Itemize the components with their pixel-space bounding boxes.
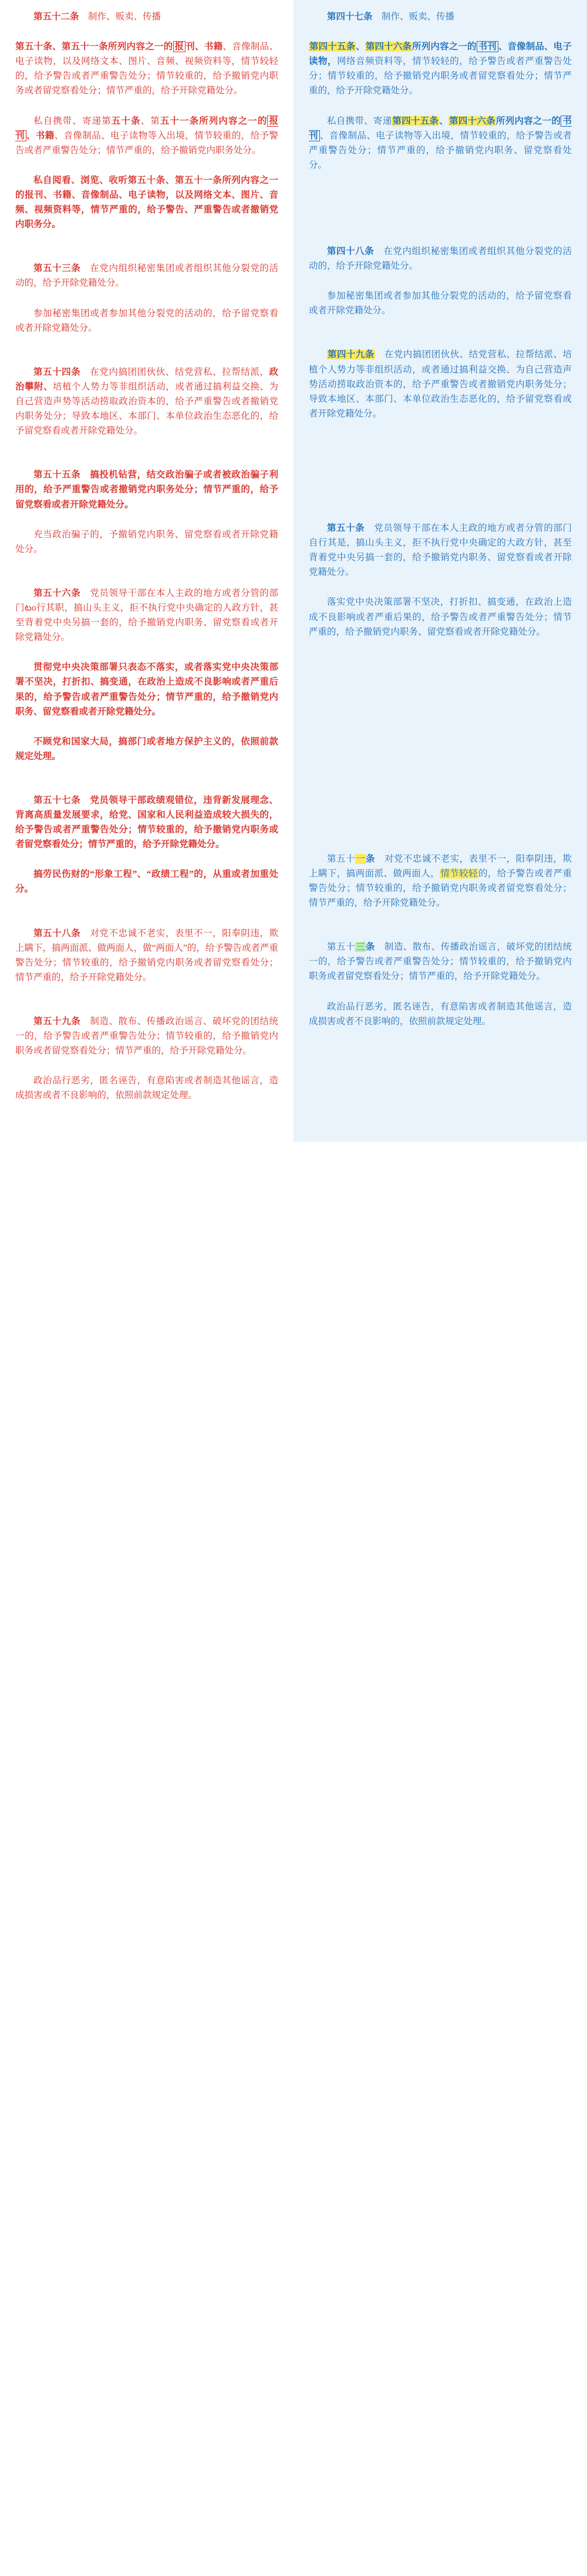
paragraph — [309, 114, 572, 172]
paragraph — [309, 9, 572, 24]
boxed-term: 书刊 — [477, 41, 498, 52]
text-run: 对党不忠诚不老实，表里不一，阳奉阴违，欺上瞒下，搞两面派、做两面人， — [309, 853, 572, 879]
text-run: 制造、散布、传播政治谣言、破坏党的团结统一的，给予警告或者严重警告处分；情节较重的，给予撤销党内职务或者留党察看处分；情节严重的，给予开除党籍处分。 — [15, 1016, 278, 1056]
text-run: 私自携带、寄递 — [327, 116, 392, 126]
text-run: 第五十九条 — [33, 1016, 81, 1027]
text-run: 充当政治骗子的，予撤销党内职务、留党察看或者开除党籍处分。 — [15, 529, 278, 554]
paragraph — [15, 926, 278, 985]
paragraph — [309, 521, 572, 579]
text-run: 贯彻党中央决策部署只表态不落实，或者 — [33, 662, 204, 673]
text-run: 制作、贩卖、传播 — [372, 12, 455, 22]
text-run: 私自携带、寄递第 — [33, 116, 112, 126]
text-run: 第五十五条 — [33, 470, 81, 480]
text-run: 第五十四条 — [33, 367, 81, 377]
highlighted-term: 第四十九条 — [328, 350, 375, 360]
paragraph — [309, 999, 572, 1029]
paragraph — [15, 1014, 278, 1058]
text-run: 不顾党和国家大局，搞部门或者地方保护主义的，依照前款规定处理。 — [15, 736, 278, 761]
text-run: 政治品行恶劣，匿名诬告，有意陷害或者制造其他谣言，造成损害或者不良影响的，依照前款规定处理。 — [15, 1076, 278, 1101]
text-run: 党员领导干部政绩观错位，违背新发展理念、背离高质量发展要求，给党、国家和人民利益造成较大损失的，给予警告或者严重警告处分；情节较重的，给予撤销党内职务或者留党察看处分；情节严重的，给予开除党籍处分。 — [15, 795, 278, 850]
paragraph-spacer — [15, 912, 278, 926]
text-run: 制造、散布、传播政治谣言，破坏党的团结统一的，给予警告或者严重警告处分；情节较重的，给予撤销党内职务或者留党察看处分；情节严重的，给予开除党籍处分。 — [309, 942, 572, 982]
text-run: 第四十七条 — [327, 12, 373, 22]
paragraph — [309, 244, 572, 273]
text-run: 、 — [43, 381, 53, 392]
paragraph-spacer — [15, 351, 278, 365]
text-run: 条 — [365, 942, 375, 953]
paragraph — [15, 306, 278, 335]
text-run: 制作、贩卖、传播 — [79, 12, 161, 22]
text-run: 条 — [365, 853, 375, 864]
paragraph-spacer — [309, 926, 572, 940]
paragraph — [309, 39, 572, 98]
paragraph-spacer — [309, 333, 572, 347]
paragraph-spacer — [15, 572, 278, 586]
paragraph — [15, 467, 278, 511]
text-run: 第五十二条 — [33, 12, 79, 22]
text-run: 政治攀附 — [15, 367, 278, 392]
text-run: 所列内容之一的 — [199, 116, 268, 126]
text-run: 参加秘密集团或者参加其他分裂党的活动的，给予留党察看或者开除党籍处分。 — [309, 291, 572, 316]
highlighted-term: 第四十五条 — [309, 42, 356, 52]
text-run: 在党内搞团团伙伙、结党营私、拉帮结派， — [80, 367, 269, 377]
right-column-original — [294, 0, 587, 1142]
highlighted-term: 情节较轻 — [440, 868, 478, 879]
paragraph — [15, 261, 278, 290]
text-run: 书籍 — [204, 42, 223, 52]
paragraph-spacer — [15, 1000, 278, 1014]
paragraph — [15, 660, 278, 718]
paragraph-spacer — [15, 247, 278, 261]
text-run: 、音像制品、电子读物，以及网络文本、图片、音频、视频资料等，情节较轻的，给予警告或者严重警告处分；情节较重的，给予撤销党内职务或者留党察看处分；情节严重的，给予开除党籍处分。 — [15, 42, 278, 96]
paragraph — [15, 114, 278, 158]
text-run: 参加秘密集团或者参加其他分裂党的活动的，给予留党察看或者开除党籍处分。 — [15, 308, 278, 333]
text-run: 党员领导干部在本人主政的地方或者分管的部门自行其是，搞山头主义，拒不执行党中央确定的大政方针，甚至背着党中央另搞一套的，给予撤销党内职务、留党察看或者开除党籍处分。 — [309, 523, 572, 578]
paragraph-spacer — [309, 711, 572, 767]
text-run: 搞投机钻营，结交政治骗子或者被政治骗子利用的，给予严重警告或者撤销党内职务处分；情节严重的，给予留党察看或者开除党籍处分。 — [15, 470, 278, 510]
text-run: 、 — [26, 130, 36, 141]
paragraph — [15, 39, 278, 98]
text-run: 对党不忠诚不老实，表里不一，阳奉阴违，欺上瞒下，搞两面派、做两面人，做“两面人”的，给予警告或者严重警告处分；情节较重的，给予撤销党内职务或者留党察看处分；情节严重的，给予开除党籍处分。 — [15, 928, 278, 982]
text-run: 第五十条、第五十一条所列内容之一的 — [15, 42, 173, 52]
paragraph-spacer — [309, 823, 572, 852]
text-run: 的，给予警告或者严重警告处分；情节较重的，给予撤销党内职务或者留党察看处分；情节严重的，给予开除党籍处分。 — [309, 868, 572, 909]
text-run: 私自阅看、浏览、收听第五十条、第五十一条所列内容之一的报刊、书籍、音像制品、电子读物，以及网络文本、图片、音频、视频资料等，情节严重的，给予警告、严重警告或者撤销党内职务分。 — [15, 175, 278, 230]
text-run: 书籍 — [35, 130, 55, 141]
highlighted-term: 一 — [355, 853, 365, 864]
text-run: 所列内容之一的 — [496, 116, 561, 126]
text-run: 刊、 — [185, 42, 204, 52]
text-run: 第五十八条 — [33, 928, 81, 938]
text-run: 第四十八条 — [327, 246, 375, 256]
paragraph — [15, 9, 278, 24]
left-column-revised — [0, 0, 294, 1142]
paragraph-spacer — [15, 453, 278, 467]
boxed-term: 报 — [173, 41, 186, 52]
text-run: 网络音频资料等，情节较轻的，给予警告或者严重警告处分；情节较重的，给予撤销党内职务或者留党察看处分；情节严重的，给予开除党籍处分。 — [309, 56, 572, 96]
text-run: 第五十七条 — [33, 795, 81, 805]
paragraph — [15, 365, 278, 439]
highlighted-term: 第四十六条 — [365, 42, 412, 52]
text-run: 第五十三条 — [33, 263, 81, 274]
paragraph — [309, 289, 572, 318]
text-run: 、音像制品、电子读物等入出境，情节较重的，给予警告或者严重警告处分；情节严重的，给予撤销党内职务、留党察看处分。 — [309, 130, 572, 170]
boxed-term: 书刊 — [309, 116, 572, 141]
text-run: 、 — [439, 116, 449, 126]
two-column-comparison — [0, 0, 587, 1142]
text-run: 政治品行恶劣，匿名诬告，有意陷害或者制造其他谣言，造成损害或者不良影响的，依照前款规定处理。 — [309, 1001, 572, 1026]
text-run: 第五十条 — [327, 523, 365, 533]
text-run: 五十条 — [111, 116, 141, 126]
text-run: 第五十六条 — [33, 588, 81, 598]
paragraph-spacer — [309, 493, 572, 521]
paragraph — [15, 527, 278, 557]
paragraph — [15, 1073, 278, 1103]
paragraph — [15, 734, 278, 764]
text-run: 培植个人势力等非组织活动，或者通过搞利益交换、为自己营造声势等活动捞取政治资本的，给予严重警告或者撤销党内职务处分；导致本地区、本部门、本单位政治生态恶化的，给予留党察看或者开除党籍处分。 — [15, 381, 278, 436]
paragraph-spacer — [309, 188, 572, 244]
paragraph — [309, 852, 572, 910]
text-run: 、第 — [140, 116, 160, 126]
paragraph — [15, 173, 278, 232]
text-run: 落实党中央决策部署不坚决，打折扣、搞变通，在政治上造成不良影响或者严重后果的，给予警告或者严重警告处分；情节严重的，给予撤销党内职务、留党察看或者开除党籍处分。 — [309, 597, 572, 637]
text-run: 在党内搞团团伙伙、结党营私、拉帮结派、培植个人势力等非组织活动，或者通过搞利益交换、为自己营造声势活动捞取政治资本的，给予严重警告或者撤销党内职务处分；导致本地区、本部门、本单位政治生态恶化的，给予留党察看或者开除党籍处分。 — [309, 350, 572, 419]
paragraph-spacer — [15, 779, 278, 793]
text-run: 第五十 — [327, 942, 355, 953]
paragraph — [309, 347, 572, 421]
text-run: 、音像制品、电子读物等入出境，情节较重的，给予警告或者严重警告处分；情节严重的，给予撤销党内职务处分。 — [15, 130, 278, 155]
paragraph — [309, 595, 572, 639]
paragraph-spacer — [309, 436, 572, 493]
paragraph — [15, 586, 278, 645]
paragraph — [15, 793, 278, 852]
paragraph-spacer — [309, 655, 572, 711]
highlighted-term: 第四十五条 — [392, 116, 439, 126]
highlighted-term: 第四十六条 — [449, 116, 495, 126]
paragraph-spacer — [309, 767, 572, 823]
text-run: 第五十 — [327, 853, 355, 864]
text-run: 在党内组织秘密集团或者组织其他分裂党的活动的，给予开除党籍处分。 — [15, 263, 278, 289]
paragraph — [309, 940, 572, 984]
text-run: 在党内组织秘密集团或者组织其他分裂党的活动的，给予开除党籍处分。 — [309, 246, 572, 272]
text-run: 、 — [356, 42, 365, 52]
boxed-term: 报刊 — [15, 116, 278, 141]
text-run: 所列内容之一的 — [412, 42, 477, 52]
text-run: 搞劳民伤财的“形象工程”、“政绩工程”的，从重或者加重处分。 — [15, 869, 278, 894]
highlighted-term: 三 — [355, 942, 365, 953]
text-run: 党员领导干部在本人主政的地方或者分管的部门టo行其职，搞山头主义，拒不执行党中央确定的人政方针，甚至背着党中央另搞一套的，给予撤销党内职务、留党察看或者开除党籍处分。 — [15, 588, 278, 643]
text-run: 、音像制品、电子读物， — [309, 42, 572, 67]
paragraph — [15, 867, 278, 896]
text-run: 落实党中央决策部署不坚决，打折扣、搞变通，在政治上造成不良影响或者严重后果的，给予警告或者严重警告处分；情节严重的，给予撤销党内职务、留党察看或者开除党籍处分。 — [15, 662, 278, 717]
text-run: 五十一条 — [160, 116, 200, 126]
